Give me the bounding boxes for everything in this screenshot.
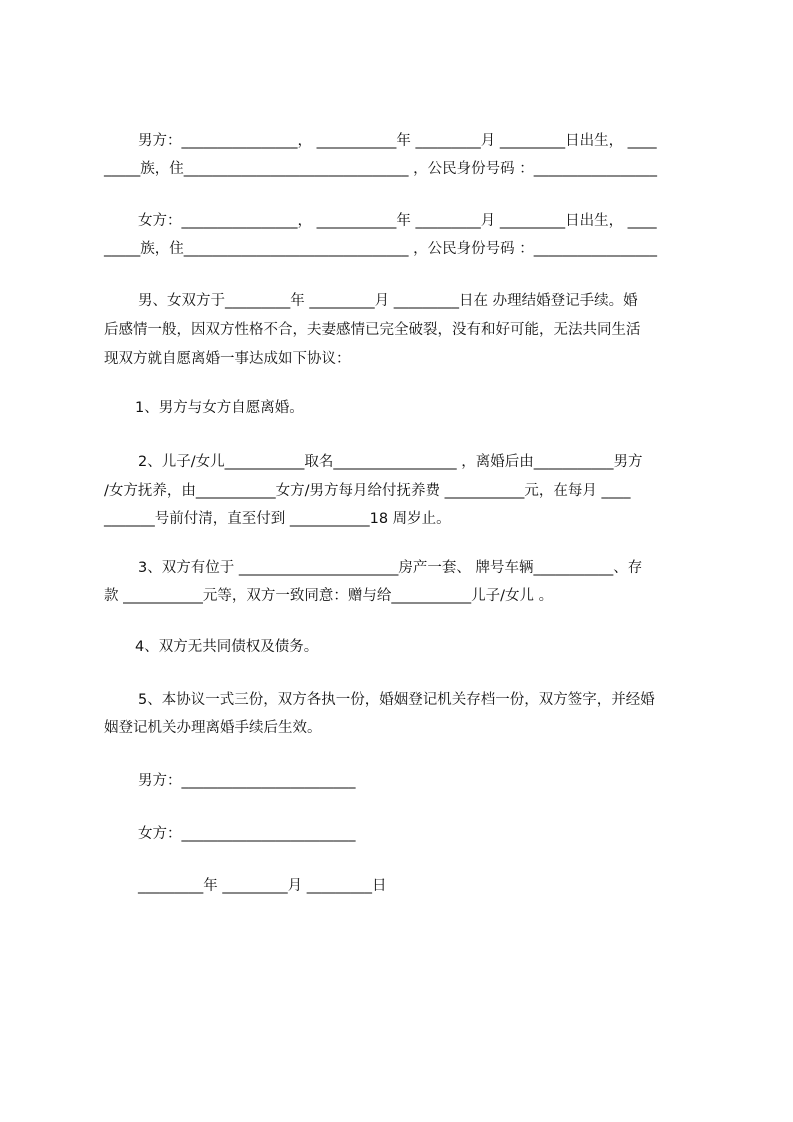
clause-5-line-1: 5、本协议一式三份，双方各执一份，婚姻登记机关存档一份，双方签字，并经婚 [138, 692, 655, 708]
signature-date: _________年 _________月 _________日 [138, 878, 387, 894]
clause-3-line-2: 款 ___________元等，双方一致同意：赠与给___________儿子/女儿 。 [104, 588, 554, 604]
clause-4: 4、双方无共同债权及债务。 [135, 639, 319, 655]
clause-3-line-1: 3、双方有位于 ______________________房产一套、 牌号车辆___________、存 [138, 560, 643, 576]
clause-2-line-1: 2、儿子/女儿___________取名_________________ ，离婚后由___________男方 [138, 454, 643, 470]
clause-1: 1、男方与女方自愿离婚。 [135, 400, 304, 416]
intro-line-1: 男、女双方于_________年 _________月 _________日在 办理结婚登记手续。婚 [138, 293, 638, 309]
intro-line-3: 现双方就自愿离婚一事达成如下协议： [104, 351, 351, 367]
clause-5-line-2: 姻登记机关办理离婚手续后生效。 [104, 720, 322, 736]
female-info-line-1: 女方：________________， ___________年 _________月 _________日出生， ____ [138, 213, 657, 229]
signature-female: 女方：________________________ [138, 826, 356, 842]
male-info-line-2: _____族，住_______________________________ ，公民身份号码 ：_________________ [104, 161, 657, 177]
male-info-line-1: 男方：________________， ___________年 _________月 _________日出生， ____ [138, 133, 657, 149]
clause-2-line-3: _______号前付清，直至付到 ___________18 周岁止。 [104, 511, 451, 527]
intro-line-2: 后感情一般，因双方性格不合，夫妻感情已完全破裂，没有和好可能，无法共同生活 [104, 322, 641, 338]
female-info-line-2: _____族，住_______________________________ ，公民身份号码 ：_________________ [104, 241, 657, 257]
clause-2-line-2: /女方抚养，由___________女方/男方每月给付抚养费 ___________元，在每月 ____ [104, 483, 631, 499]
signature-male: 男方：________________________ [138, 773, 356, 789]
